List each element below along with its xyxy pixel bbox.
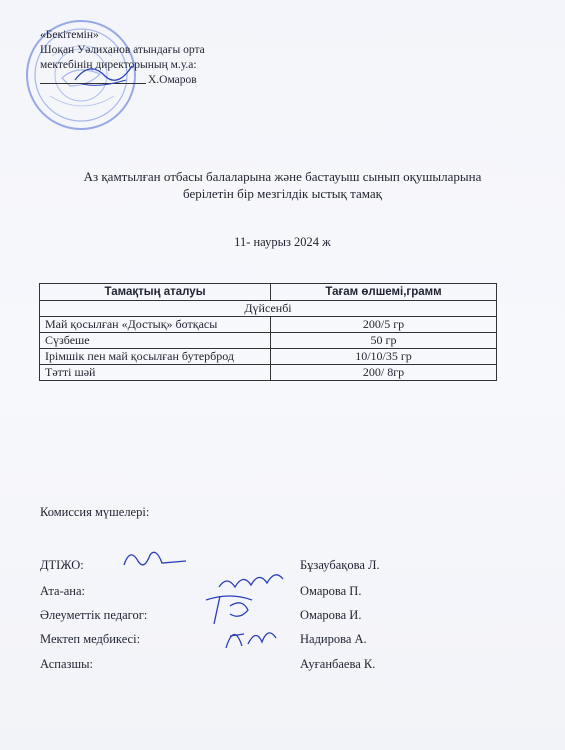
director-signature bbox=[70, 58, 140, 92]
menu-table bbox=[39, 283, 497, 381]
member-role: Ата-ана: bbox=[40, 584, 85, 598]
approval-heading: «Бекітемін» bbox=[40, 29, 99, 41]
table-row bbox=[40, 317, 497, 333]
dish-name: Май қосылған «Достық» ботқасы bbox=[40, 317, 271, 333]
table-row bbox=[40, 349, 497, 365]
column-header-weight: Тағам өлшемі,грамм bbox=[271, 284, 497, 301]
commission-member bbox=[40, 657, 520, 675]
table-row bbox=[40, 365, 497, 381]
approval-signer: Х.Омаров bbox=[148, 74, 197, 86]
member-name: Ауғанбаева К. bbox=[300, 657, 376, 671]
member-role: Аспазшы: bbox=[40, 657, 93, 671]
signature-dtizho bbox=[120, 545, 190, 573]
member-role: Әлеуметтік педагог: bbox=[40, 608, 148, 622]
dish-name: Тәтті шәй bbox=[40, 365, 271, 381]
table-row bbox=[40, 333, 497, 349]
title-line-1: Аз қамтылған отбасы балаларына және бастауыш сынып оқушыларына bbox=[83, 169, 482, 184]
member-name: Омарова П. bbox=[300, 584, 362, 598]
approval-position: мектебінің директорының м.у.а: bbox=[40, 59, 197, 71]
dish-weight: 200/5 гр bbox=[271, 317, 497, 333]
document-date: 11- наурыз 2024 ж bbox=[234, 235, 331, 249]
member-name: Надирова А. bbox=[300, 632, 367, 646]
commission-member bbox=[40, 608, 520, 626]
column-header-dish: Тамақтың аталуы bbox=[40, 284, 271, 301]
table-header-row bbox=[40, 284, 497, 301]
member-name: Бұзаубақова Л. bbox=[300, 558, 380, 572]
approval-school: Шоқан Уәлиханов атындағы орта bbox=[40, 44, 205, 56]
member-role: Мектеп медбикесі: bbox=[40, 632, 141, 646]
dish-weight: 10/10/35 гр bbox=[271, 349, 497, 365]
signature-nurse bbox=[220, 618, 280, 654]
commission-member bbox=[40, 632, 520, 650]
document-title bbox=[30, 168, 535, 202]
member-role: ДТІЖО: bbox=[40, 558, 84, 572]
commission-label: Комиссия мүшелері: bbox=[40, 505, 150, 519]
dish-name: Ірімшік пен май қосылған бутерброд bbox=[40, 349, 271, 365]
signature-parent bbox=[215, 565, 287, 595]
dish-weight: 200/ 8гр bbox=[271, 365, 497, 381]
dish-name: Сүзбеше bbox=[40, 333, 271, 349]
day-cell: Дүйсенбі bbox=[40, 301, 497, 317]
table-day-row bbox=[40, 301, 497, 317]
title-line-2: берілетін бір мезгілдік ыстық тамақ bbox=[183, 186, 382, 201]
dish-weight: 50 гр bbox=[271, 333, 497, 349]
member-name: Омарова И. bbox=[300, 608, 362, 622]
